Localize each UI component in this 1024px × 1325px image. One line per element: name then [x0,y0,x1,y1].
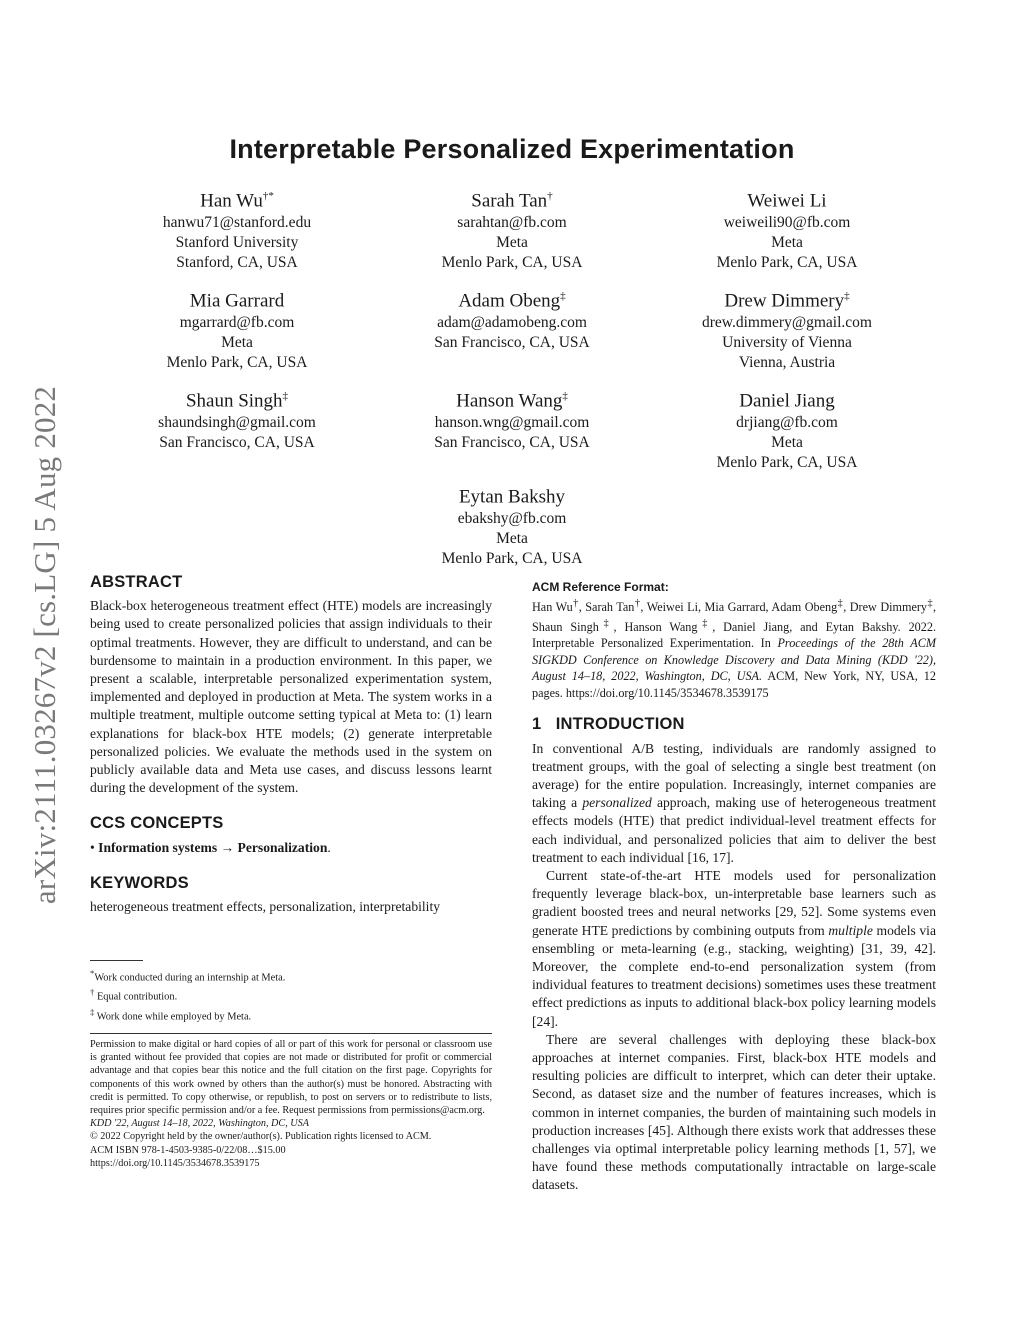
acm-ref-mark: ‡ [837,598,844,610]
author-email: hanson.wng@gmail.com [434,414,590,432]
author-block [362,184,662,273]
author-email: shaundsingh@gmail.com [158,414,316,432]
intro-paragraph [532,867,936,1031]
author-marks: †* [262,190,274,202]
author-email: hanwu71@stanford.edu [162,214,312,232]
author-block [637,384,937,473]
author-name: Daniel Jiang [739,390,835,412]
author-location: Stanford, CA, USA [176,254,298,272]
author-location: San Francisco, CA, USA [159,434,315,452]
footnote-rule [90,960,143,961]
author-email: drew.dimmery@gmail.com [702,314,872,332]
author-location: San Francisco, CA, USA [434,334,590,352]
ccs-arrow: → [220,839,235,855]
footnotes [90,966,492,1024]
author-name: Weiwei Li [747,190,827,212]
doi-link[interactable]: https://doi.org/10.1145/3534678.3539175 [90,1157,260,1169]
abstract-text: Black-box heterogeneous treatment effect (HTE) models are increasingly being used to create personalized policies that assign individuals to their optimal treatments. However, they are difficult to understand, and can be burdensome to maintain in a production environment. In this paper, we present a scalable, interpretable personalized experimentation system, implemented and deployed in production at Meta. The system works in a multiple treatment, multiple outcome setting typical at Meta to: (1) learn explanations for black-box HTE models; (2) generate interpretable personalized policies. We evaluate the methods used in the system on publicly available data and Meta use cases, and discuss lessons learnt during the development of the system. [90,598,492,796]
author-email: mgarrard@fb.com [179,314,295,332]
footnote-mark: * [90,968,95,978]
author-email: adam@adamobeng.com [437,314,587,332]
footnote [90,985,492,1004]
author-marks: † [547,190,553,202]
text-run: Current state-of-the-art HTE models used for personalization frequently leverage black-box, un-interpretable base learners such as gradient boosted trees and neural networks [29, 52]. Some systems even generate HTE predictions by combining outputs from [532,867,936,938]
acm-ref-mark: † [572,598,579,610]
footnote-mark: † [90,987,95,998]
author-block [87,384,387,453]
author-location: Vienna, Austria [738,354,836,372]
acm-ref-mark: ‡ [697,617,713,629]
abstract-heading: ABSTRACT [90,573,183,591]
author-affiliation: Meta [771,434,803,452]
author-affiliation: Meta [221,334,253,352]
arxiv-identifier: arXiv:2111.03267v2 [cs.LG] 5 Aug 2022 [27,385,62,905]
ccs-concepts [90,839,492,857]
acm-ref-heading: ACM Reference Format: [532,580,669,594]
author-name: Shaun Singh [185,390,283,412]
acm-ref-part: , Hanson Wang [613,619,698,634]
ccs-bullet: • [90,839,95,855]
section-number: 1 [532,715,542,734]
author-name: Adam Obeng [458,290,561,312]
permission-rule [90,1033,492,1034]
author-block [362,480,662,569]
ccs-end: . [327,839,331,855]
author-name: Sarah Tan [471,190,548,212]
text-run: models via ensembling or meta-learning (e.g., stacking, weighting) [31, 39, 42]. Moreover, the complete end-to-end personalization system (from individual features to treatment decisions) sometimes uses these treatment effect predictions as inputs to additional black-box policy learning models [24]. [532,922,936,1029]
author-location: Menlo Park, CA, USA [716,454,858,472]
author-location: Menlo Park, CA, USA [166,354,308,372]
author-name: Han Wu [200,190,263,212]
ccs-right: Personalization [237,839,328,855]
intro-paragraph: There are several challenges with deploying these black-box approaches at internet companies. First, black-box HTE models and resulting policies are difficult to interpret, which can deter their uptake. Second, as dataset size and the number of features increases, which is common in internet companies, the burden of maintaining such models in production increases [45]. Although there exists work that addresses these challenges via optimal interpretable policy learning methods [1, 57], we have found these methods computationally intractable on large-scale datasets. [532,1031,936,1193]
ccs-left: Information systems [98,839,218,855]
venue: KDD '22, August 14–18, 2022, Washington, DC, USA [90,1118,309,1130]
left-column [90,573,492,916]
author-email: weiweili90@fb.com [723,214,851,232]
author-name: Mia Garrard [189,290,285,312]
acm-ref-mark: † [634,598,641,610]
acm-ref-part: , Weiwei Li, Mia Garrard, Adam Obeng [640,600,838,615]
permission-text: Permission to make digital or hard copies of all or part of this work for personal or classroom use is granted without fee provided that copies are not made or distributed for profit or commercial advantage and that copies bear this notice and the full citation on the first page. Copyrights for components of this work owned by others than the author(s) must be honored. Abstracting with credit is permitted. To copy otherwise, or republish, to post on servers or to redistribute to lists, requires prior specific permission and/or a fee. Request permissions from permissions@acm.org. [90,1039,492,1117]
author-block [637,184,937,273]
ccs-heading: CCS CONCEPTS [90,814,224,833]
author-block [362,284,662,353]
keywords-heading: KEYWORDS [90,873,189,892]
paper-title: Interpretable Personalized Experimentation [229,134,795,164]
author-affiliation: University of Vienna [722,334,852,352]
author-block [87,184,387,273]
author-marks: ‡ [844,290,850,302]
footnote-mark: ‡ [90,1006,95,1017]
author-name: Eytan Bakshy [458,486,566,508]
intro-paragraph [532,740,936,867]
acm-ref-part: , Shaun Singh [532,600,937,634]
author-email: sarahtan@fb.com [457,214,567,232]
author-marks: ‡ [282,390,289,402]
author-block [637,284,937,373]
author-location: Menlo Park, CA, USA [716,254,858,272]
acm-ref-part: ACM, New York, NY, USA, 12 pages. https://doi.org/10.1145/3534678.3539175 [532,669,936,700]
author-email: ebakshy@fb.com [457,510,567,528]
copyright: © 2022 Copyright held by the owner/author(s). Publication rights licensed to ACM. [90,1131,432,1143]
section-title: INTRODUCTION [555,715,685,734]
footnote-text: Work done while employed by Meta. [96,1011,252,1023]
author-location: Menlo Park, CA, USA [441,254,583,272]
text-run: In conventional A/B testing, individuals are randomly assigned to treatment groups, with the goal of selecting a single best treatment (on average) for the entire population. Increasingly, internet companies are taking a [532,740,936,811]
footnote-text: Work conducted during an internship at Meta. [94,972,286,984]
author-affiliation: Meta [496,234,528,252]
acm-ref-part: Han Wu [532,600,573,615]
author-affiliation: Meta [496,530,528,548]
text-emphasis: multiple [828,922,873,938]
author-affiliation: Stanford University [175,234,299,252]
author-name: Hanson Wang [456,390,563,412]
footnote [90,1005,492,1024]
isbn: ACM ISBN 978-1-4503-9385-0/22/08…$15.00 [90,1144,286,1156]
intro-heading [532,715,936,733]
acm-ref-part: , Drew Dimmery [843,600,928,615]
footnote-text: Equal contribution. [96,991,178,1003]
author-marks: ‡ [560,290,566,302]
acm-ref-text [532,596,936,701]
author-affiliation: Meta [771,234,803,252]
keywords-text: heterogeneous treatment effects, personalization, interpretability [90,899,441,915]
acm-ref-mark: ‡ [598,617,614,629]
permission-block [90,1038,492,1170]
right-column [532,578,936,1195]
acm-ref-part: , Daniel Jiang, and Eytan Bakshy. 2022. Interpretable Personalized Experimentation. In [532,619,937,651]
author-location: Menlo Park, CA, USA [441,550,583,568]
text-emphasis: personalized [582,795,652,811]
author-marks: ‡ [562,390,568,402]
acm-ref-mark: ‡ [927,598,934,610]
author-name: Drew Dimmery [724,290,845,312]
author-block [87,284,387,373]
author-email: drjiang@fb.com [736,414,838,432]
acm-ref-part: , Sarah Tan [578,600,635,615]
author-location: San Francisco, CA, USA [434,434,590,452]
footnote [90,966,492,985]
text-run: approach, making use of heterogeneous treatment effects models (HTE) that predict individual-level treatment effects for each individual, and personalized policies that aim to deliver the best treatment to each individual [16, 17]. [532,795,936,865]
author-block [362,384,662,453]
acm-ref-proceedings: Proceedings of the 28th ACM SIGKDD Conference on Knowledge Discovery and Data Mining (KDD '22), August 14–18, 2022, Washington, DC, USA. [532,636,936,684]
